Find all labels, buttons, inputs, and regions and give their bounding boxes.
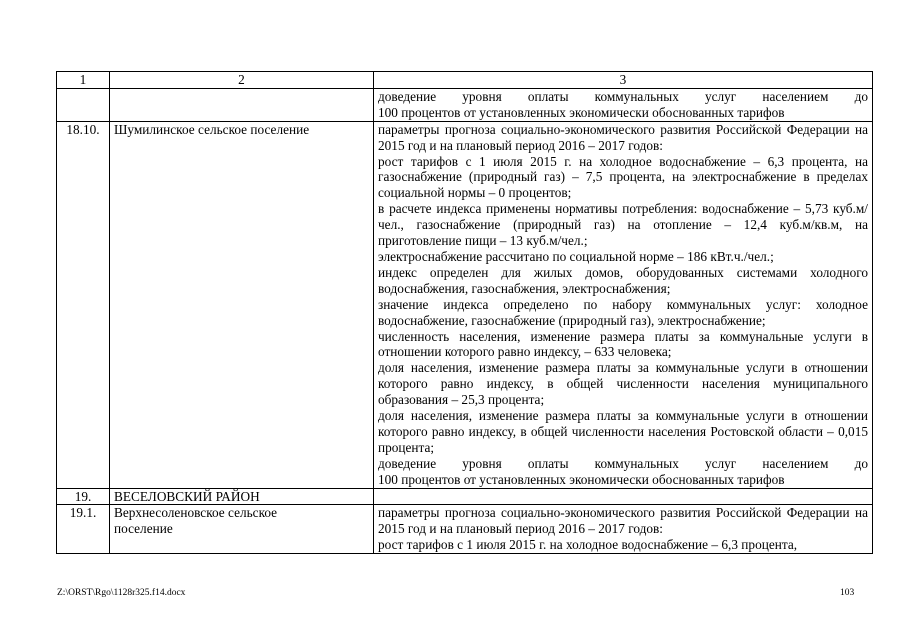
desc-paragraph: параметры прогноза социально-экономического развития Российской Федерации на 2015 год и на плановый период 2016 – 2017 годов: <box>378 505 868 537</box>
desc-paragraph: доля населения, изменение размера платы за коммунальные услуги в отношении которого равно индексу, в общей численности населения муниципального образования – 25,3 процента; <box>378 360 868 408</box>
row-number: 18.10. <box>57 121 110 488</box>
table-row-18-10 <box>57 121 873 488</box>
row-name-line: поселение <box>114 521 173 537</box>
row-number <box>57 88 110 121</box>
desc-line: доведение уровня оплаты коммунальных услуг населением до <box>378 88 868 104</box>
table-row-19 <box>57 488 873 505</box>
row-description <box>374 488 873 505</box>
row-number: 19.1. <box>57 505 110 554</box>
desc-line: доведение уровня оплаты коммунальных услуг населением до <box>378 455 868 471</box>
desc-paragraph: численность населения, изменение размера платы за коммунальные услуги в отношении которого равно индексу, – 633 человека; <box>378 328 868 360</box>
desc-paragraph: электроснабжение рассчитано по социальной норме – 186 кВт.ч./чел.; <box>378 248 774 264</box>
row-description <box>374 505 873 554</box>
desc-paragraph: в расчете индекса применены нормативы потребления: водоснабжение – 5,73 куб.м/чел., газоснабжение (природный газ) на отопление – 12,4 куб.м/кв.м, на приготовление пищи – 13 куб.м/чел.; <box>378 201 868 249</box>
page-number: 103 <box>840 588 855 598</box>
table-header-row <box>57 72 873 89</box>
desc-paragraph: доля населения, изменение размера платы за коммунальные услуги в отношении которого равно индексу, в общей численности населения Ростовской области – 0,015 процента; <box>378 408 868 455</box>
row-name <box>110 505 374 554</box>
desc-paragraph: индекс определен для жилых домов, оборудованных системами холодного водоснабжения, газоснабжения, электроснабжения; <box>378 264 868 296</box>
desc-line: 100 процентов от установленных экономически обоснованных тарифов <box>378 471 785 487</box>
row-name-line: Верхнесоленовское сельское <box>114 505 278 521</box>
desc-paragraph: значение индекса определено по набору коммунальных услуг: холодное водоснабжение, газоснабжение (природный газ), электроснабжение; <box>378 296 868 328</box>
header-cell-2: 2 <box>110 72 374 89</box>
desc-paragraph: параметры прогноза социально-экономического развития Российской Федерации на 2015 год и на плановый период 2016 – 2017 годов: <box>378 121 868 153</box>
row-number: 19. <box>57 488 110 505</box>
tariff-table <box>56 71 873 554</box>
footer-file-path: Z:\ORST\Rgo\1128r325.f14.docx <box>57 588 186 598</box>
row-description <box>374 88 873 121</box>
row-name <box>110 88 374 121</box>
desc-line: 100 процентов от установленных экономически обоснованных тарифов <box>378 104 785 120</box>
header-cell-1: 1 <box>57 72 110 89</box>
district-name: ВЕСЕЛОВСКИЙ РАЙОН <box>110 488 374 505</box>
row-description <box>374 121 873 488</box>
header-cell-3: 3 <box>374 72 873 89</box>
desc-paragraph: рост тарифов с 1 июля 2015 г. на холодное водоснабжение – 6,3 процента, <box>378 537 798 553</box>
table-row-continuation <box>57 88 873 121</box>
row-name: Шумилинское сельское поселение <box>110 121 374 488</box>
desc-paragraph: рост тарифов с 1 июля 2015 г. на холодное водоснабжение – 6,3 процента, на газоснабжение (природный газ) – 7,5 процента, на электроснабжение в пределах социальной нормы – 0 процентов; <box>378 153 868 201</box>
table-row-19-1 <box>57 505 873 554</box>
